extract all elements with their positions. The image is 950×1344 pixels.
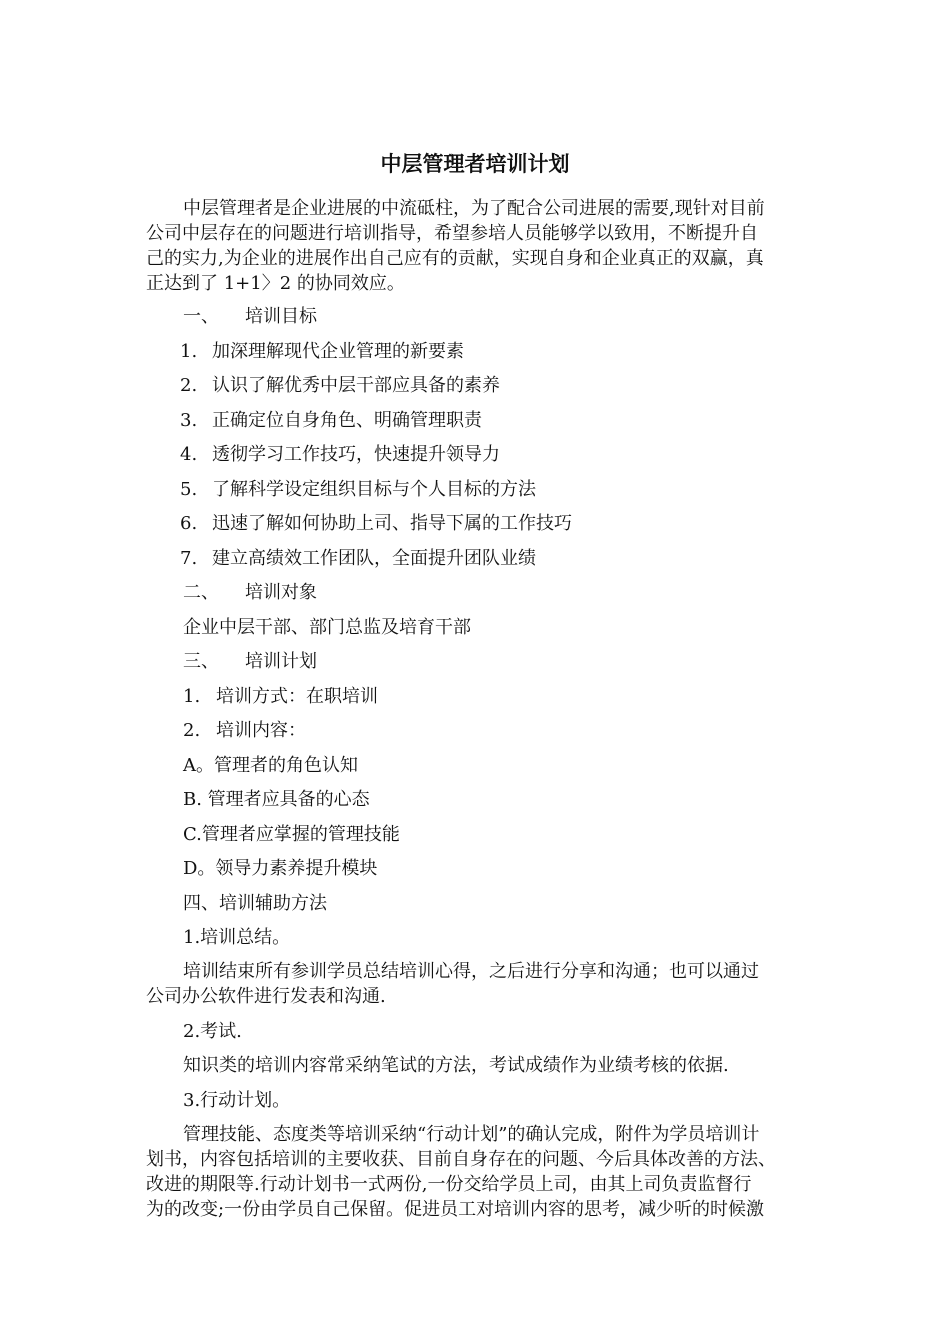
method-2-title: 2.考试. <box>183 1021 242 1042</box>
method-1-paragraph <box>146 959 759 1009</box>
content-item: D。领导力素养提升模块 <box>183 858 378 879</box>
intro-line: 中层管理者是企业进展的中流砥柱，为了配合公司进展的需要,现针对目前 <box>183 198 765 219</box>
plan-number: 1. <box>183 686 201 707</box>
method-1-line: 公司办公软件进行发表和沟通. <box>146 986 386 1007</box>
goal-text: 建立高绩效工作团队，全面提升团队业绩 <box>212 548 536 569</box>
plan-text: 培训方式：在职培训 <box>216 686 378 707</box>
method-3-line: 改进的期限等.行动计划书一式两份,一份交给学员上司，由其上司负责监督行 <box>146 1174 752 1195</box>
goal-text: 正确定位自身角色、明确管理职责 <box>212 410 482 431</box>
intro-line: 己的实力,为企业的进展作出自己应有的贡献，实现自身和企业真正的双赢，真 <box>146 248 764 269</box>
goal-text: 迅速了解如何协助上司、指导下属的工作技巧 <box>212 513 572 534</box>
goal-number: 7. <box>180 548 198 569</box>
section-4-heading: 四、培训辅助方法 <box>183 893 327 914</box>
content-item: A。管理者的角色认知 <box>183 755 358 776</box>
method-3-paragraph <box>146 1122 776 1222</box>
method-1-line: 培训结束所有参训学员总结培训心得，之后进行分享和沟通；也可以通过 <box>183 961 759 982</box>
method-3-title: 3.行动计划。 <box>183 1090 291 1111</box>
section-3-heading: 培训计划 <box>245 651 317 672</box>
goal-number: 4. <box>180 444 198 465</box>
section-3-number: 三、 <box>183 651 219 672</box>
goal-number: 5. <box>180 479 198 500</box>
intro-line: 正达到了 1+1〉2 的协同效应。 <box>146 273 405 294</box>
section-2-number: 二、 <box>183 582 219 603</box>
plan-text: 培训内容： <box>216 720 306 741</box>
intro-line: 公司中层存在的问题进行培训指导，希望参培人员能够学以致用，不断提升自 <box>146 223 758 244</box>
goal-number: 3. <box>180 410 198 431</box>
goal-number: 6. <box>180 513 198 534</box>
method-1-title: 1.培训总结。 <box>183 927 291 948</box>
goal-text: 认识了解优秀中层干部应具备的素养 <box>212 375 500 396</box>
method-3-line: 为的改变;一份由学员自己保留。促进员工对培训内容的思考，减少听的时候激 <box>146 1199 765 1220</box>
goal-number: 1. <box>180 341 198 362</box>
intro-paragraph <box>146 196 765 296</box>
section-2-heading: 培训对象 <box>245 582 317 603</box>
document-title: 中层管理者培训计划 <box>380 152 570 176</box>
goal-text: 加深理解现代企业管理的新要素 <box>212 341 464 362</box>
plan-number: 2. <box>183 720 201 741</box>
method-2-text: 知识类的培训内容常采纳笔试的方法，考试成绩作为业绩考核的依据. <box>183 1055 729 1076</box>
section-1-number: 一、 <box>183 306 219 327</box>
goal-text: 透彻学习工作技巧，快速提升领导力 <box>212 444 500 465</box>
content-item: B. 管理者应具备的心态 <box>183 789 370 810</box>
goal-number: 2. <box>180 375 198 396</box>
target-audience: 企业中层干部、部门总监及培育干部 <box>183 617 471 638</box>
method-3-line: 管理技能、态度类等培训采纳“行动计划”的确认完成，附件为学员培训计 <box>183 1124 760 1145</box>
goal-text: 了解科学设定组织目标与个人目标的方法 <box>212 479 536 500</box>
content-item: C.管理者应掌握的管理技能 <box>183 824 400 845</box>
method-3-line: 划书，内容包括培训的主要收获、目前自身存在的问题、今后具体改善的方法、 <box>146 1149 776 1170</box>
section-1-heading: 培训目标 <box>245 306 317 327</box>
